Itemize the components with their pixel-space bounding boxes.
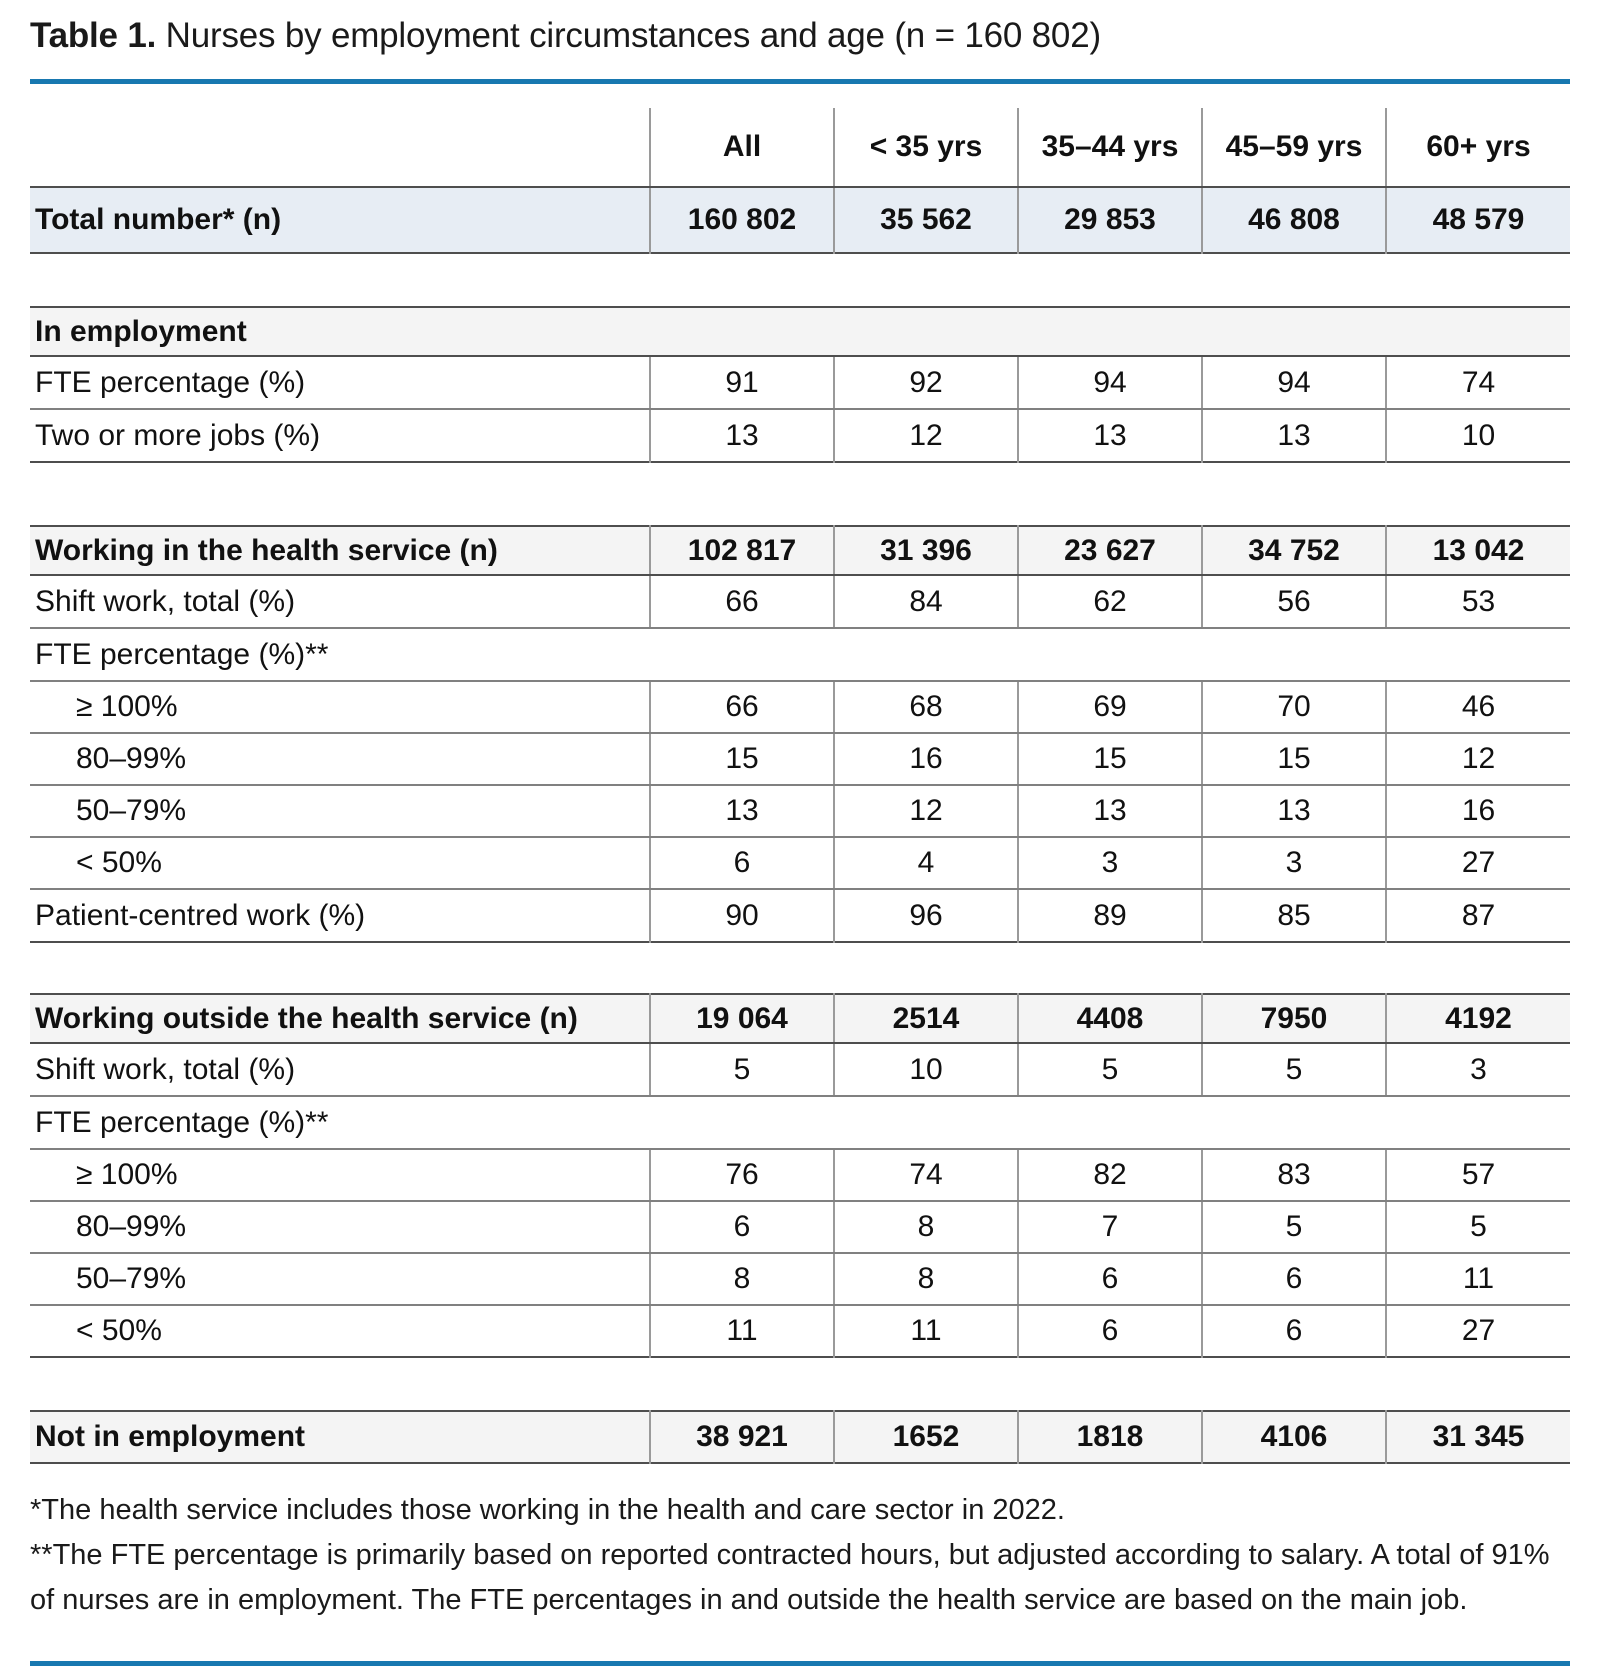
row-label: Shift work, total (%) [30, 1043, 650, 1096]
cell-value: 12 [834, 785, 1018, 837]
cell-value: 96 [834, 889, 1018, 942]
in-employment-table [30, 306, 1570, 463]
cell-value: 12 [834, 409, 1018, 462]
table-row [30, 356, 1570, 409]
cell-value: 13 [650, 785, 834, 837]
footnotes [30, 1488, 1570, 1623]
row-label: 50–79% [30, 785, 650, 837]
cell-value: 29 853 [1018, 187, 1202, 253]
cell-value: 4408 [1018, 994, 1202, 1043]
table-title [30, 16, 1570, 56]
row-label: 80–99% [30, 733, 650, 785]
cell-value: 46 [1386, 681, 1570, 733]
cell-value: 6 [650, 837, 834, 889]
cell-value: 31 345 [1386, 1411, 1570, 1463]
cell-value: 6 [1018, 1253, 1202, 1305]
row-label: Not in employment [30, 1411, 650, 1463]
cell-value: 87 [1386, 889, 1570, 942]
cell-value: 27 [1386, 1305, 1570, 1357]
cell-value: 1652 [834, 1411, 1018, 1463]
cell-value: 92 [834, 356, 1018, 409]
top-rule [30, 79, 1570, 84]
table-row [30, 575, 1570, 628]
cell-value: 1818 [1018, 1411, 1202, 1463]
column-header-under35: < 35 yrs [834, 108, 1018, 187]
section-header-row [30, 526, 1570, 575]
cell-value: 10 [834, 1043, 1018, 1096]
not-in-employment-table [30, 1410, 1570, 1464]
cell-value: 2514 [834, 994, 1018, 1043]
cell-value: 62 [1018, 575, 1202, 628]
cell-value: 11 [1386, 1253, 1570, 1305]
row-label: ≥ 100% [30, 681, 650, 733]
cell-value: 13 [650, 409, 834, 462]
cell-value: 13 [1202, 785, 1386, 837]
cell-value: 6 [650, 1201, 834, 1253]
cell-value: 5 [650, 1043, 834, 1096]
section-header-row [30, 994, 1570, 1043]
not-in-employment-row [30, 1411, 1570, 1463]
cell-value: 57 [1386, 1149, 1570, 1201]
cell-value: 56 [1202, 575, 1386, 628]
cell-value: 16 [834, 733, 1018, 785]
cell-value: 8 [834, 1253, 1018, 1305]
cell-value: 102 817 [650, 526, 834, 575]
health-service-table [30, 525, 1570, 943]
column-header-row [30, 108, 1570, 187]
cell-value: 83 [1202, 1149, 1386, 1201]
table-row [30, 1201, 1570, 1253]
total-number-row [30, 187, 1570, 253]
table-caption: Nurses by employment circumstances and age (n = 160 802) [156, 16, 1101, 55]
cell-value: 13 [1018, 409, 1202, 462]
table-row [30, 785, 1570, 837]
column-header-60plus: 60+ yrs [1386, 108, 1570, 187]
cell-value: 70 [1202, 681, 1386, 733]
cell-value: 5 [1386, 1201, 1570, 1253]
table-row [30, 889, 1570, 942]
cell-value: 38 921 [650, 1411, 834, 1463]
cell-value: 7950 [1202, 994, 1386, 1043]
table-row [30, 733, 1570, 785]
cell-value: 160 802 [650, 187, 834, 253]
row-label: Two or more jobs (%) [35, 418, 321, 452]
cell-value: 53 [1386, 575, 1570, 628]
cell-value: 84 [834, 575, 1018, 628]
subsection-label-row [30, 1096, 1570, 1149]
footnote-2: **The FTE percentage is primarily based on reported contracted hours, but adjusted according to salary. A total of 91% of nurses are in employment. The FTE percentages in and outside the health service are based on the main job. [30, 1539, 1550, 1616]
cell-value: 4106 [1202, 1411, 1386, 1463]
column-header-35-44: 35–44 yrs [1018, 108, 1202, 187]
row-label: FTE percentage (%) [30, 356, 650, 409]
cell-value: 91 [650, 356, 834, 409]
row-label: 50–79% [30, 1253, 650, 1305]
row-label: Patient-centred work (%) [35, 898, 366, 932]
table-row [30, 837, 1570, 889]
subsection-label: FTE percentage (%)** [30, 1096, 1570, 1149]
row-label: Total number* (n) [30, 187, 650, 253]
cell-value: 74 [1386, 356, 1570, 409]
cell-value: 69 [1018, 681, 1202, 733]
bottom-rule [30, 1661, 1570, 1666]
table-row [30, 409, 1570, 462]
cell-value: 11 [834, 1305, 1018, 1357]
cell-value: 13 042 [1386, 526, 1570, 575]
cell-value: 3 [1386, 1043, 1570, 1096]
subsection-label-row [30, 628, 1570, 681]
cell-value: 82 [1018, 1149, 1202, 1201]
table-row [30, 1043, 1570, 1096]
cell-value: 66 [650, 681, 834, 733]
cell-value: 48 579 [1386, 187, 1570, 253]
cell-value: 15 [650, 733, 834, 785]
cell-value: 85 [1202, 889, 1386, 942]
cell-value: 3 [1018, 837, 1202, 889]
header-total-table [30, 108, 1570, 254]
cell-value: 15 [1018, 733, 1202, 785]
cell-value: 31 396 [834, 526, 1018, 575]
cell-value: 74 [834, 1149, 1018, 1201]
cell-value: 19 064 [650, 994, 834, 1043]
cell-value: 11 [650, 1305, 834, 1357]
table-number: Table 1. [30, 16, 157, 55]
cell-value: 13 [1202, 409, 1386, 462]
table-row [30, 1305, 1570, 1357]
table-row [30, 1253, 1570, 1305]
column-header-45-59: 45–59 yrs [1202, 108, 1386, 187]
cell-value: 46 808 [1202, 187, 1386, 253]
footnote-1: *The health service includes those working in the health and care sector in 2022. [30, 1494, 1065, 1526]
cell-value: 66 [650, 575, 834, 628]
cell-value: 6 [1202, 1253, 1386, 1305]
cell-value: 6 [1018, 1305, 1202, 1357]
cell-value: 8 [834, 1201, 1018, 1253]
cell-value: 90 [650, 889, 834, 942]
cell-value: 89 [1018, 889, 1202, 942]
subsection-label: FTE percentage (%)** [30, 628, 1570, 681]
row-label: Shift work, total (%) [30, 575, 650, 628]
cell-value: 94 [1202, 356, 1386, 409]
cell-value: 5 [1018, 1043, 1202, 1096]
row-label: < 50% [30, 837, 650, 889]
cell-value: 5 [1202, 1043, 1386, 1096]
row-label: 80–99% [30, 1201, 650, 1253]
cell-value: 27 [1386, 837, 1570, 889]
column-header-all: All [650, 108, 834, 187]
row-label: < 50% [76, 1314, 162, 1347]
cell-value: 5 [1202, 1201, 1386, 1253]
cell-value: 7 [1018, 1201, 1202, 1253]
cell-value: 23 627 [1018, 526, 1202, 575]
cell-value: 34 752 [1202, 526, 1386, 575]
section-header-row [30, 307, 1570, 356]
cell-value: 76 [650, 1149, 834, 1201]
corner-cell [30, 108, 650, 187]
table-row [30, 1149, 1570, 1201]
cell-value: 6 [1202, 1305, 1386, 1357]
section-header-label: Working in the health service (n) [30, 526, 650, 575]
cell-value: 13 [1018, 785, 1202, 837]
table-row [30, 681, 1570, 733]
cell-value: 68 [834, 681, 1018, 733]
cell-value: 94 [1018, 356, 1202, 409]
cell-value: 4 [834, 837, 1018, 889]
cell-value: 10 [1386, 409, 1570, 462]
cell-value: 8 [650, 1253, 834, 1305]
section-header-label: Working outside the health service (n) [30, 994, 650, 1043]
outside-service-table [30, 993, 1570, 1358]
cell-value: 35 562 [834, 187, 1018, 253]
cell-value: 12 [1386, 733, 1570, 785]
row-label: ≥ 100% [30, 1149, 650, 1201]
cell-value: 4192 [1386, 994, 1570, 1043]
cell-value: 15 [1202, 733, 1386, 785]
section-header-label: In employment [30, 307, 1570, 356]
cell-value: 3 [1202, 837, 1386, 889]
cell-value: 16 [1386, 785, 1570, 837]
